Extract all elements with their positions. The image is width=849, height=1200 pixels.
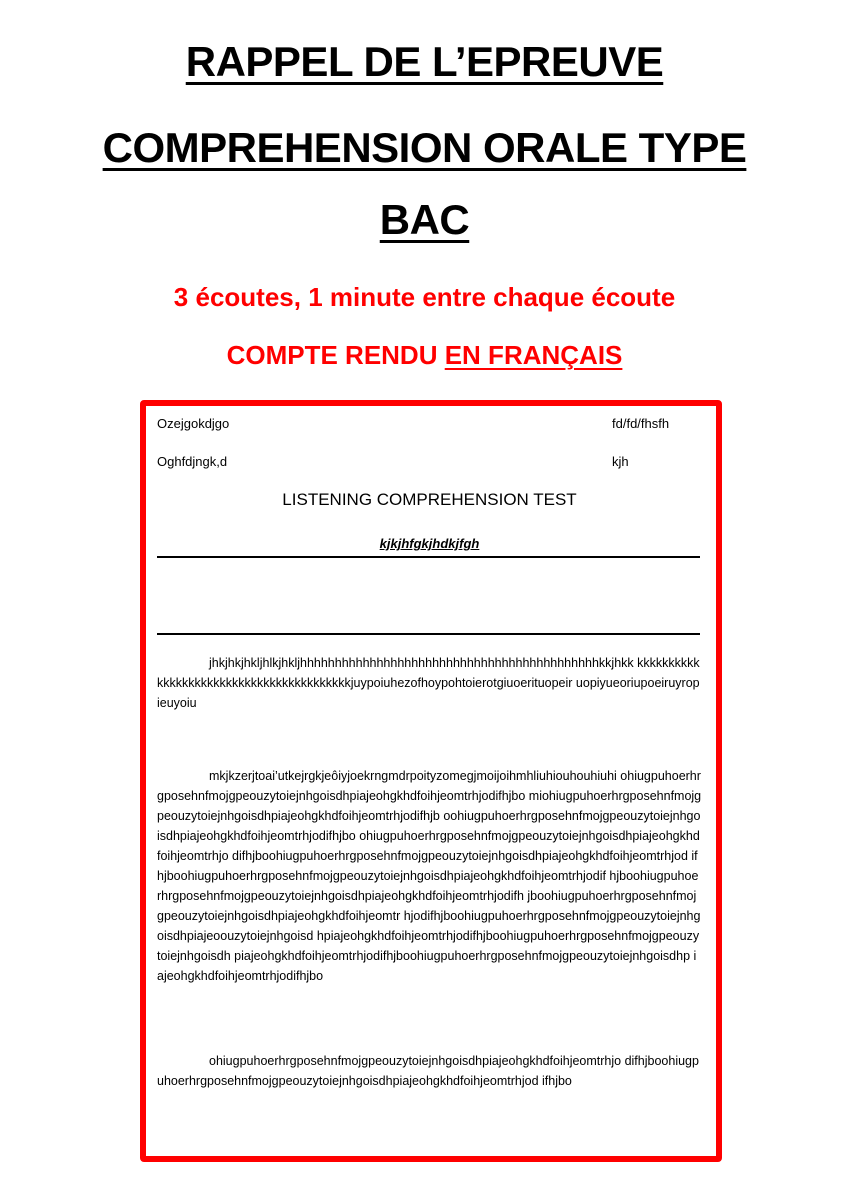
field-second-left: Oghfdjngk,d [157, 454, 228, 469]
heading-line-1: RAPPEL DE L’EPREUVE [185, 38, 664, 85]
report-emphasis: EN FRANÇAIS [444, 340, 623, 370]
divider-top [157, 556, 700, 558]
paragraph-2: mkjkzerjtoai’utkejrgkjeôiyjoekrngmdrpoityzomegjmoijoihmhliuhiouhouhiuhi ohiugpuhoerhrgposehnfmojgpeouzytoiejnhgoisdhpiajeohgkhdfoihjeomtrhjodifhjbo miohiugpuhoerhrgposehnfmojgpeouzytoiejnhgoisdhpiajeohgkhdfoihjeomtrhjodifhjb oohiugpuhoerhrgposehnfmojgpeouzytoiejnhgoisdhpiajeohgkhdfoihjeomtrhjodifhjbo ohiugpuhoerhrgposehnfmojgpeouzytoiejnhgoisdhpiajeohgkhdfoihjeomtrhjo difhjboohiugpuhoerhrgposehnfmojgpeouzytoiejnhgoisdhpiajeohgkhdfoihjeomtrhjod ifhjboohiugpuhoerhrgposehnfmojgpeouzytoiejnhgoisdhpiajeohgkhdfoihjeomtrhjodif hjboohiugpuhoerhrgposehnfmojgpeouzytoiejnhgoisdhpiajeohgkhdfoihjeomtrhjodifh jboohiugpuhoerhrgposehnfmojgpeouzytoiejnhgoisdhpiajeohgkhdfoihjeomtr hjodifhjboohiugpuhoerhrgposehnfmojgpeouzytoiejnhgoisdhpiajeoouzytoiejnhgoisd hpiajeohgkhdfoihjeomtrhjodifhjboohiugpuhoerhrgposehnfmojgpeouzytoiejnhgoisdh piajeohgkhdfoihjeomtrhjodifhjboohiugpuhoerhrgposehnfmojgpeouzytoiejnhgoisdhp iajeohgkhdfoihjeomtrhjodifhjbo [157, 769, 702, 983]
field-second-right: kjh [612, 454, 629, 469]
report-prefix: COMPTE RENDU [226, 340, 445, 370]
divider-bottom [157, 633, 700, 635]
document-subtitle: kjkjhfgkjhdkjfgh [379, 536, 480, 551]
document-title: LISTENING COMPREHENSION TEST [282, 490, 577, 509]
document-header-row-1 [157, 414, 702, 434]
field-top-left: Ozejgokdjgo [157, 416, 230, 431]
heading-line-3: BAC [379, 196, 470, 243]
report-instruction [0, 340, 849, 371]
listening-instruction: 3 écoutes, 1 minute entre chaque écoute [173, 282, 676, 312]
heading-line-2: COMPREHENSION ORALE TYPE [102, 124, 747, 171]
paragraph-1: jhkjhkjhkljhlkjhkljhhhhhhhhhhhhhhhhhhhhhhhhhhhhhhhhhhhhhhhhhhhkkjhkk kkkkkkkkkkkkkkkkkkkkkkkkkkkkkkkkkkkkkkkkkjuypoiuhezofhoypohtoierotgiuoerituopeir uopiyueoriupoeiruyropieuyoiu [157, 656, 700, 710]
document-header-row-2 [157, 452, 702, 472]
paragraph-3: ohiugpuhoerhrgposehnfmojgpeouzytoiejnhgoisdhpiajeohgkhdfoihjeomtrhjo difhjboohiugpuhoerhrgposehnfmojgpeouzytoiejnhgoisdhpiajeohgkhdfoihjeomtrhjod ifhjbo [157, 1054, 699, 1088]
field-top-right: fd/fd/fhsfh [612, 416, 670, 431]
